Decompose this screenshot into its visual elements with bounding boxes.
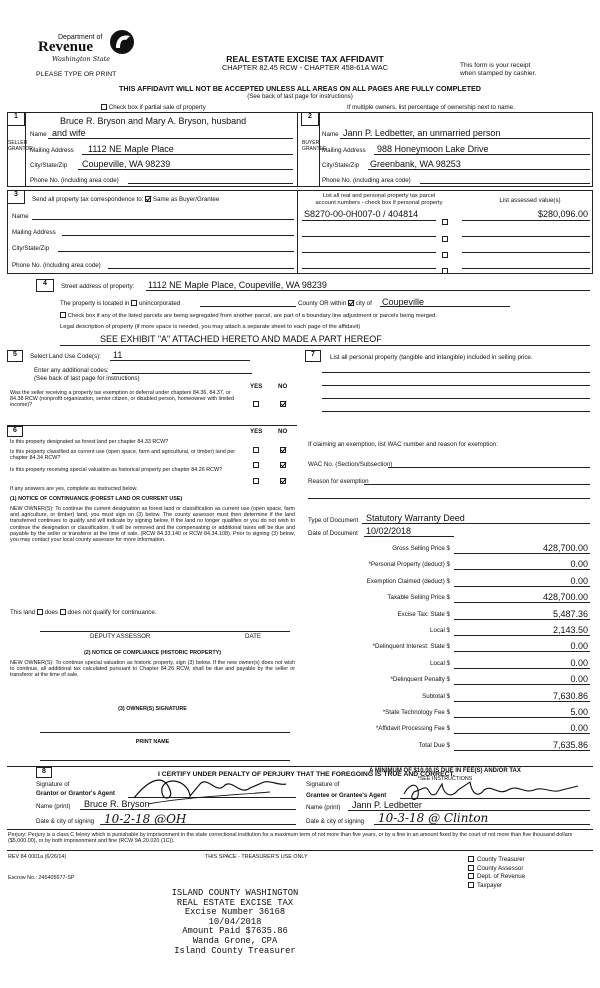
deputy-assessor-label: DEPUTY ASSESSOR [90, 633, 151, 640]
doc-type-label: Type of Document [308, 517, 359, 524]
multiple-owners-note: If multiple owners, list percentage of ownership next to name. [347, 104, 515, 111]
box-6-number: 6 [7, 426, 23, 437]
seller-name-line1: Bruce R. Bryson and Mary A. Bryson, husband [60, 116, 247, 126]
b6-q1-yes[interactable] [253, 447, 259, 453]
personal-property-label: List all personal property (tangible and intangible) included in selling price. [330, 354, 533, 361]
tax-row-value: 0.00 [570, 657, 588, 668]
partial-sale-checkbox[interactable] [101, 104, 107, 110]
see-back: (See back of last page for instructions) [247, 93, 353, 100]
buyer-city: Greenbank, WA 98253 [370, 159, 461, 169]
grantor-sig-of: Signature of [36, 781, 70, 788]
b6-question-1: Is this property designated as forest land per chapter 84.33 RCW? [10, 439, 169, 445]
seller-mailing: 1112 NE Maple Place [88, 144, 174, 154]
box-3-number: 3 [7, 190, 25, 204]
tax-row-value: 5.00 [570, 707, 588, 717]
b6-question-3: Is this property receiving special valuation as historical property per chapter 84.26 RCW? [10, 467, 223, 473]
grantor-signature [130, 768, 290, 808]
segregated-note: Check box if any of the listed parcels are being segregated from another parcel, are part of a boundary line adjustment or parcels being merged. [67, 313, 438, 319]
box-5-number: 5 [7, 350, 23, 362]
logo-revenue: Revenue [38, 39, 93, 55]
tax-row-value: 0.00 [570, 559, 588, 570]
tax-row-value: 428,700.00 [542, 592, 588, 603]
tax-row-label: *State Technology Fee $ [382, 709, 450, 716]
grantor-date: 10-2-18 @OH [104, 812, 187, 826]
send-correspondence [32, 196, 219, 203]
tax-row-label: *Personal Property (deduct) $ [368, 561, 450, 569]
copy-item [468, 865, 525, 872]
tax-row-label: Exemption Claimed (deduct) $ [366, 577, 450, 585]
same-as-label: Same as Buyer/Grantee [152, 196, 220, 203]
box-2-number: 2 [301, 112, 319, 126]
stamp-line-6: Wanda Grone, CPA [192, 935, 278, 946]
additional-codes: Enter any additional codes: [34, 367, 109, 374]
certification-section [7, 766, 593, 767]
warning: THIS AFFIDAVIT WILL NOT BE ACCEPTED UNLESS ALL AREAS ON ALL PAGES ARE FULLY COMPLETED [119, 84, 481, 93]
grantee-name: Jann P. Ledbetter [352, 800, 422, 810]
land-use-code: 11 [113, 350, 123, 360]
property-located [60, 300, 180, 307]
buyer-mailing-label: Mailing Address [322, 147, 366, 154]
b6-no-header: NO [278, 428, 288, 435]
copy-label: Dept. of Revenue [477, 873, 526, 881]
dor-logo [36, 28, 146, 72]
does-checkbox[interactable] [37, 609, 43, 615]
legal-note: Legal description of property (if more space is needed, you may attach a separate sheet to each page of the affidavit) [60, 324, 361, 330]
parcel-personal-checkbox-4[interactable] [442, 268, 448, 274]
print-name-label: PRINT NAME [135, 739, 170, 745]
copy-item [468, 882, 525, 889]
city-of-checkbox[interactable] [348, 300, 354, 306]
stamp-line-7: Island County Treasurer [174, 945, 296, 956]
seller-mailing-label: Mailing Address [30, 147, 74, 154]
tax-row-value: 7,635.86 [552, 739, 588, 750]
seller-name-label: Name [30, 131, 47, 138]
property-city: Coupeville [382, 297, 425, 307]
parcel-personal-checkbox-3[interactable] [442, 252, 448, 258]
land-use-label: Select Land Use Code(s): [30, 353, 101, 360]
assessed-header: List assessed value(s) [499, 197, 561, 204]
parcel-personal-checkbox-2[interactable] [442, 236, 448, 242]
lu-question-1: Was the seller receiving a property tax exemption or deferral under chapters 84.36, 84.37, or 84.38 RCW (nonprofit organization, senior citizen, or disabled person, homeowner with limited income)? [10, 390, 235, 409]
lu-q1-no[interactable] [280, 401, 286, 407]
seller-side-label: SELLER GRANTOR [8, 140, 33, 153]
tax-row-value: 0.00 [570, 674, 588, 685]
grantee-sig-of: Signature of [306, 781, 340, 788]
tax-row-label: Local $ [430, 627, 450, 634]
county-or-within-label: County OR within [298, 300, 347, 307]
copy-label: County Treasurer [477, 856, 525, 863]
seller-city: Coupeville, WA 98239 [82, 159, 171, 169]
buyer-name: Jann P. Ledbetter, an unmarried person [343, 128, 501, 138]
buyer-side-label: BUYER GRANTEE [302, 140, 327, 153]
seller-phone-label: Phone No. (including area code) [30, 177, 119, 184]
doc-date-label: Date of Document [308, 530, 358, 537]
this-land-label: This land [10, 609, 36, 616]
b6-q2-yes[interactable] [253, 462, 259, 468]
copy-item [468, 873, 525, 880]
stamp-line-4: 10/04/2018 [208, 916, 262, 927]
logo-dept: Department of [58, 34, 103, 41]
tax-row-label: Local $ [430, 659, 450, 667]
grantor-name: Bruce R. Bryson [84, 799, 150, 809]
notice1-title: (1) NOTICE OF CONTINUANCE (FOREST LAND OR CURRENT USE) [10, 496, 183, 502]
county-or-within [298, 300, 372, 307]
box-4-number: 4 [36, 279, 54, 292]
located-prefix: The property is located in [60, 300, 130, 307]
copy-label: Taxpayer [477, 881, 503, 889]
parcel-number: S8270-00-0H007-0 / 404814 [304, 209, 419, 219]
notice2-text: NEW OWNER(S): To continue special valuation as historic property, sign (3) below. If the new owner(s) does not wish to continue, all additional tax calculated pursuant to Chapter 84.26 RCW, shall be due and payable by the seller or transferor at the time of sale. [10, 660, 295, 679]
reason-label: Reason for exemption [308, 478, 369, 485]
lu-no-header: NO [278, 383, 288, 390]
b6-q2-no[interactable] [280, 462, 286, 468]
b6-yes-header: YES [250, 428, 263, 435]
corr-city-label: City/State/Zip [12, 245, 50, 252]
grantor-name-label: Name (print) [36, 803, 71, 810]
grantor-agent-label: Grantor or Grantor's Agent [36, 790, 115, 797]
tax-row-value: 0.00 [570, 575, 588, 586]
notice2-title: (2) NOTICE OF COMPLIANCE (HISTORIC PROPERTY) [83, 650, 222, 656]
owner-signature-title: (3) OWNER(S) SIGNATURE [118, 706, 187, 712]
tax-row-label: *Delinquent Interest: State $ [372, 643, 450, 651]
receipt-note-2: when stamped by cashier. [460, 70, 537, 77]
grantor-date-label: Date & city of signing [36, 818, 95, 825]
tax-row-label: Excise Tax: State $ [397, 610, 450, 618]
corr-phone-label: Phone No. (including area code) [12, 262, 101, 269]
rev-number: REV 84 0001a (6/26/14) [8, 854, 67, 860]
does-label: does [44, 609, 58, 616]
tax-row-label: *Delinquent Penalty $ [390, 676, 450, 684]
parcel-header-2: account numbers - check box if personal property [315, 200, 443, 206]
b6-if-yes: If any answers are yes, complete as instructed below. [10, 486, 138, 492]
dor-logo-icon [108, 28, 136, 56]
assessed-value: $280,096.00 [537, 209, 588, 219]
street-label: Street address of property: [61, 283, 135, 290]
copy-checkbox[interactable] [468, 873, 474, 879]
tax-row-value: 0.00 [570, 641, 588, 652]
b6-q1-no[interactable] [280, 447, 286, 453]
grantee-date: 10-3-18 @ Clinton [378, 811, 489, 825]
parcel-header-1: List all real and personal property tax parcel [322, 193, 436, 199]
box-8-number: 8 [36, 767, 52, 778]
deputy-date-label: DATE [245, 633, 262, 640]
tax-row-label: Total Due $ [418, 741, 450, 749]
copy-checkbox[interactable] [468, 882, 474, 888]
corr-name-label: Name [12, 213, 29, 220]
tax-row-label: Taxable Selling Price $ [387, 594, 450, 602]
legal-description: SEE EXHIBIT "A" ATTACHED HERETO AND MADE A PART HEREOF [100, 334, 382, 344]
see-instructions: *SEE INSTRUCTIONS [417, 776, 473, 782]
lu-q1-yes[interactable] [253, 401, 259, 407]
stamp-line-3: Excise Number 36168 [184, 907, 286, 918]
lu-yes-header: YES [250, 383, 263, 390]
doc-type: Statutory Warranty Deed [366, 513, 465, 523]
partial-sale-label: Check box if partial sale of property [108, 104, 206, 111]
unincorporated-label: unincorporated [138, 300, 181, 307]
tax-row-value: 2,143.50 [552, 625, 588, 635]
seller-name-line2: and wife [52, 128, 86, 138]
b6-q3-yes[interactable] [253, 478, 259, 484]
form-title: REAL ESTATE EXCISE TAX AFFIDAVIT [226, 54, 384, 64]
form-chapter: CHAPTER 82.45 RCW - CHAPTER 458-61A WAC [221, 63, 389, 72]
escrow-number: Escrow No.: 245405677-SP [8, 875, 75, 881]
buyer-mailing: 988 Honeymoon Lake Drive [377, 144, 489, 154]
unincorporated-checkbox[interactable] [131, 300, 137, 306]
treasurer-use-only: THIS SPACE - TREASURER'S USE ONLY [205, 854, 308, 860]
b6-question-2: Is this property classified as current use (open space, farm and agricultural, or timber) land per chapter 84.34 RCW? [10, 449, 236, 462]
street-address: 1112 NE Maple Place, Coupeville, WA 98239 [148, 280, 327, 290]
corr-mailing-label: Mailing Address [12, 229, 56, 236]
parcel-personal-checkbox-1[interactable] [442, 219, 448, 225]
tax-row-value: 5,487.36 [552, 608, 588, 619]
copy-item [468, 856, 525, 863]
same-as-buyer-checkbox[interactable] [145, 196, 151, 202]
logo-state: Washington State [52, 55, 111, 63]
does-not-label: does not qualify for continuance. [67, 609, 157, 616]
stamp-line-2: REAL ESTATE EXCISE TAX [176, 897, 294, 908]
send-label: Send all property tax correspondence to: [32, 196, 144, 203]
doc-date: 10/02/2018 [366, 526, 412, 536]
partial-sale [101, 104, 206, 111]
wac-label: WAC No. (Section/Subsection) [308, 461, 393, 468]
additional-codes-note: (See back of last page for instructions) [34, 375, 140, 382]
tax-row-label: *Affidavit Processing Fee $ [375, 725, 450, 733]
this-land-row [10, 609, 157, 616]
tax-row-value: 428,700.00 [542, 543, 588, 553]
buyer-name-label: Name [322, 131, 339, 138]
tax-row-value: 7,630.86 [552, 690, 588, 701]
stamp-line-5: Amount Paid $7635.86 [182, 926, 288, 937]
tax-row-value: 0.00 [570, 723, 588, 734]
grantee-agent-label: Grantee or Grantee's Agent [306, 792, 387, 799]
grantee-date-label: Date & city of signing [306, 818, 365, 825]
segregated-row [60, 312, 437, 320]
treasurer-stamp [120, 889, 350, 956]
segregated-checkbox[interactable] [60, 312, 66, 318]
please-type: PLEASE TYPE OR PRINT [36, 71, 117, 78]
copy-label: County Assessor [477, 864, 524, 872]
receipt-note-1: This form is your receipt [460, 62, 531, 69]
copy-checkbox[interactable] [468, 856, 474, 862]
grantee-name-label: Name (print) [306, 804, 341, 811]
box-1-number: 1 [7, 112, 25, 126]
city-of-label: city of [355, 300, 372, 307]
buyer-phone-label: Phone No. (including area code) [322, 177, 411, 184]
perjury-note: Perjury: Perjury is a class C felony which is punishable by imprisonment in the state correctional institution for a maximum term of not more than five years, or by a fine in an amount fixed by the court of not more than five thousand dollars ($5,000.00), or by both imprisonment and fine (RCW 9A.20.020 (1C)). [8, 832, 573, 845]
certify-statement: I CERTIFY UNDER PENALTY OF PERJURY THAT THE FOREGOING IS TRUE AND CORRECT. [158, 771, 455, 778]
does-not-checkbox[interactable] [60, 609, 66, 615]
buyer-city-label: City/State/Zip [322, 162, 360, 169]
exemption-label: If claiming an exemption, list WAC number and reason for exemption: [308, 441, 498, 448]
b6-q3-no[interactable] [280, 478, 286, 484]
stamp-line-1: ISLAND COUNTY WASHINGTON [171, 888, 299, 898]
tax-row-label: Gross Selling Price $ [392, 545, 450, 552]
notice1-text: NEW OWNER(S): To continue the current designation as forest land or classification as current use (open space, farm and agriculture, or timber) land, you must sign on (3) below. The county assessor must then determine if the land transferred continues to qualify and will indicate by signing below. If the land no longer qualifies or you do not wish to continue the designation or classification, it will be removed and the compensating or additional taxes will be due and payable by the seller or transferor at the time of sale. (RCW 84.33.140 or RCW 84.34.108). Prior to signing (3) below, you may contact your local county assessor for more information. [10, 506, 295, 544]
copy-checkbox[interactable] [468, 865, 474, 871]
minimum-note: A MINIMUM OF $10.00 IS DUE IN FEE(S) AND/OR TAX [369, 768, 521, 774]
copy-distribution [468, 856, 525, 890]
box-7-number: 7 [305, 350, 321, 362]
grantee-signature [400, 776, 585, 804]
seller-city-label: City/State/Zip [30, 162, 68, 169]
tax-row-label: Subtotal $ [422, 692, 450, 700]
